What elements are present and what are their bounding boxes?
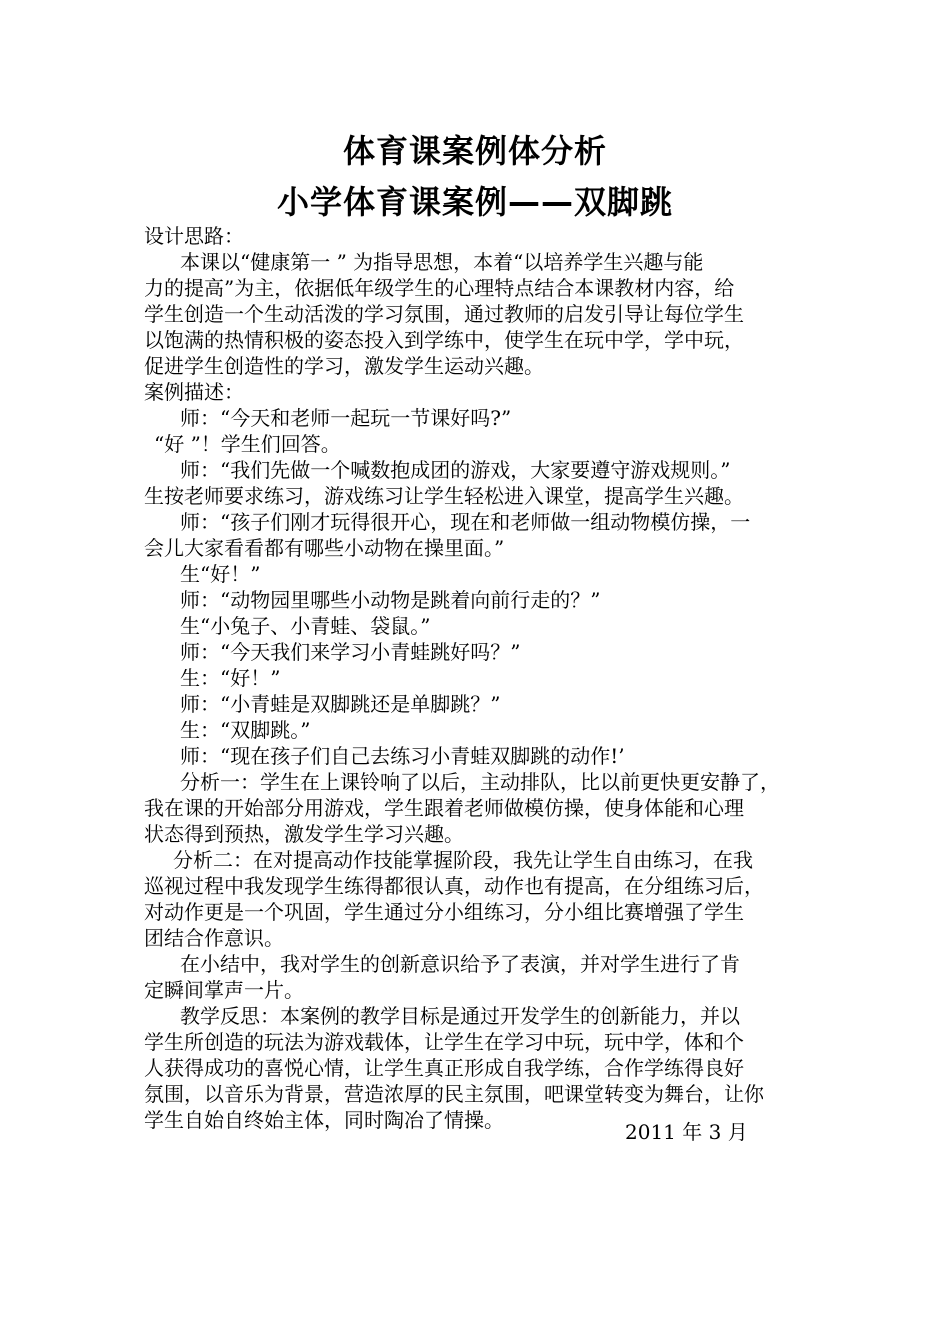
document-date: 2011 年 3 月 (625, 1120, 748, 1144)
dialogue-line: 生“小兔子、小青蛙、袋鼠。” (180, 614, 431, 638)
paragraph-line: 本课以“健康第一 ” 为指导思想，本着“以培养学生兴趣与能 (180, 250, 704, 274)
analysis-line: 状态得到预热，激发学生学习兴趣。 (144, 822, 464, 846)
paragraph-line: 以饱满的热情积极的姿态投入到学练中，使学生在玩中学，学中玩， (144, 328, 744, 352)
paragraph-line: 力的提高”为主，依据低年级学生的心理特点结合本课教材内容，给 (144, 276, 735, 300)
dialogue-line: 生“好！” (180, 562, 261, 586)
analysis-line: 对动作更是一个巩固，学生通过分小组练习，分小组比赛增强了学生 (144, 900, 744, 924)
document-title: 体育课案例体分析 (342, 132, 607, 170)
dialogue-line: 生按老师要求练习，游戏练习让学生轻松进入课堂，提高学生兴趣。 (144, 484, 744, 508)
dialogue-line: 师：“孩子们刚才玩得很开心，现在和老师做一组动物模仿操，一 (180, 510, 751, 534)
dialogue-line: 师：“我们先做一个喊数抱成团的游戏，大家要遵守游戏规则。” (180, 458, 731, 482)
reflection-line: 人获得成功的喜悦心情，让学生真正形成自我学练，合作学练得良好 (144, 1056, 744, 1080)
dialogue-line: 师：“现在孩子们自己去练习小青蛙双脚跳的动作!’ (180, 744, 625, 768)
section-heading-design: 设计思路： (144, 224, 244, 248)
summary-line: 定瞬间掌声一片。 (144, 978, 304, 1002)
analysis-line: 巡视过程中我发现学生练得都很认真，动作也有提高，在分组练习后， (144, 874, 764, 898)
reflection-line: 教学反思：本案例的教学目标是通过开发学生的创新能力，并以 (180, 1004, 740, 1028)
analysis-line: 我在课的开始部分用游戏，学生跟着老师做模仿操，使身体能和心理 (144, 796, 744, 820)
paragraph-line: 促进学生创造性的学习，激发学生运动兴趣。 (144, 354, 544, 378)
analysis-line: 分析一：学生在上课铃响了以后，主动排队，比以前更快更安静了， (180, 770, 780, 794)
reflection-line: 氛围，以音乐为背景，营造浓厚的民主氛围，吧课堂转变为舞台，让你 (144, 1082, 764, 1106)
dialogue-line: 师：“今天和老师一起玩一节课好吗?” (180, 406, 512, 430)
dialogue-line: 师：“动物园里哪些小动物是跳着向前行走的？” (180, 588, 601, 612)
analysis-line: 分析二：在对提高动作技能掌握阶段，我先让学生自由练习，在我 (173, 848, 753, 872)
document-body (144, 223, 824, 1133)
section-heading-case: 案例描述： (144, 380, 244, 404)
dialogue-line: 师：“今天我们来学习小青蛙跳好吗？” (180, 640, 521, 664)
dialogue-line: “好 ”！学生们回答。 (154, 432, 341, 456)
summary-line: 在小结中，我对学生的创新意识给予了表演，并对学生进行了肯 (180, 952, 740, 976)
reflection-line: 学生自始自终始主体，同时陶冶了情操。 (144, 1108, 504, 1132)
dialogue-line: 生：“好！” (180, 666, 281, 690)
dialogue-line: 师：“小青蛙是双脚跳还是单脚跳？” (180, 692, 501, 716)
reflection-line: 学生所创造的玩法为游戏载体，让学生在学习中玩，玩中学，体和个 (144, 1030, 744, 1054)
analysis-line: 团结合作意识。 (144, 926, 284, 950)
paragraph-line: 学生创造一个生动活泼的学习氛围，通过教师的启发引导让每位学生 (144, 302, 744, 326)
dialogue-line: 会儿大家看看都有哪些小动物在操里面。” (144, 536, 505, 560)
document-subtitle: 小学体育课案例——双脚跳 (276, 183, 673, 221)
dialogue-line: 生：“双脚跳。” (180, 718, 311, 742)
